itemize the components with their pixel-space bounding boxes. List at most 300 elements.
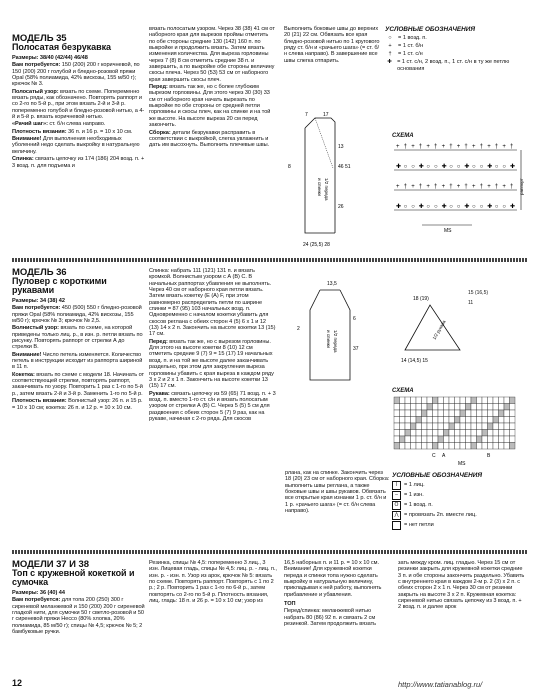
knit-cell (449, 423, 455, 430)
pat2-d1: 13,5 (327, 281, 337, 287)
model36-sleeve: Рукава: связать цепочку из 59 (65) 71 возд. п. + 3 возд. п. вместо 1-го ст. с/н и вязать полосатым узором от стрелки А (В) С. Через 5 (5) 5 см для раздвоения с обеих сторон 5 (7) 9 раз, как на рукаве, начиная с 2-го ряда. Для скосов (149, 390, 276, 422)
knit-cell (488, 430, 494, 437)
scheme1-ms: MS (444, 228, 452, 234)
knit-cell (405, 404, 411, 411)
model36-subtitle: Пуловер с короткими рукавами (12, 276, 107, 295)
knit-cell (477, 410, 483, 417)
crochet-symbol: ○ (449, 164, 453, 170)
knit-cell (510, 417, 516, 424)
knit-cell (499, 417, 505, 424)
crochet-symbol: † (464, 184, 468, 190)
knit-cell (422, 423, 428, 430)
model3738-note: 16,5 наборных п. и 11 р. = 10 х 10 см. Внимание! Для кружевной кокетки переда и спинки топа нужно сделать выкройку в натуральную величину, прикладывая к ней работу, выполнять прибавление и убавления. (284, 560, 382, 598)
knit-cell (411, 443, 417, 450)
knit-cell (499, 404, 505, 411)
knit-cell (433, 443, 439, 450)
pat1-m8: 8 (288, 164, 291, 170)
knit-cell (488, 404, 494, 411)
crochet-symbol: + (441, 144, 446, 150)
legend1-row: + = 1 ст. б/н (388, 43, 424, 49)
model3738-sizes: Размеры: 36 (40) 44 (12, 590, 65, 596)
knit-cell (438, 430, 444, 437)
knit-cell (466, 404, 472, 411)
crochet-symbol: † (418, 184, 423, 190)
model35-column2 (149, 26, 275, 150)
knit-cell (477, 430, 483, 437)
knit-cell (466, 430, 472, 437)
knit-cell (444, 430, 450, 437)
knit-cell (422, 397, 428, 404)
scheme2-title: СХЕМА (392, 388, 414, 394)
knit-cell (493, 443, 499, 450)
crochet-symbol: ✚ (396, 204, 402, 210)
knit-cell (411, 436, 417, 443)
knit-cell (433, 417, 439, 424)
pat2-d7: 6 (353, 316, 356, 322)
model35-finishing: Выполнить боковые швы до верхних 20 (21) 22 см. Обвязать все края бледно-розовой нитью по 1 кругового ряду ст. б/н и «рачьего шага» (= ст. б/н слева направо). В завершение все швы слегка отпарить. (284, 26, 380, 64)
knit-cell (400, 430, 406, 437)
knit-cell (466, 397, 472, 404)
model3738-continued: зать между кром. лиц. гладью. Через 15 см от резинки закрыть для кружевной кокетки средние 3 п. и обе стороны закончить раздельно. Убавить с внутреннего края в каждом 2-м р. 2 (3) х 2 п. с обеих сторон 2 х 1 п. Через 30 см от резинки закрыть на высоте 3 х 2 п. Кружевная кокетка: сиреневой нитью связать цепочку из 3 возд. п. + 2 возд. п. и далее арок (398, 560, 525, 611)
crochet-symbol: ○ (479, 204, 484, 210)
knit-cell (394, 417, 400, 424)
crochet-symbol: + (441, 184, 446, 190)
knit-cell (411, 430, 417, 437)
knit-cell (466, 436, 472, 443)
knit-cell (493, 404, 499, 411)
crochet-symbol: † (434, 144, 438, 150)
crochet-symbol: ○ (472, 204, 476, 210)
model3738-column3 (284, 560, 390, 628)
crochet-symbol: ✚ (441, 164, 447, 170)
knit-cell (477, 443, 483, 450)
knit-cell (482, 404, 488, 411)
crochet-symbol: ✚ (418, 204, 424, 210)
model35-front: Перед: вязать так же, но с более глубоким вырезом горловины. Для этого через 30 (30) 33 см от наборного края начать вырезать по выкройке по обе стороны от средней петли горловины и скосы плеч, как на спинке и на той же высоте. На высоте выреза 20 см перед закончить. (149, 84, 271, 129)
pat1-m5: 51 (345, 164, 351, 170)
knit-cell (416, 443, 422, 450)
knit-cell (455, 430, 461, 437)
crochet-symbol: + (396, 184, 400, 190)
legend1-row: ○ = 1 возд. п. (388, 35, 427, 41)
model3738-column1 (12, 560, 145, 636)
knit-cell (449, 404, 455, 411)
knit-cell (438, 404, 444, 411)
knit-cell (510, 430, 516, 437)
knit-cell (488, 410, 494, 417)
knit-cell (405, 443, 411, 450)
knit-cell (471, 436, 477, 443)
knit-cell (471, 404, 477, 411)
crochet-symbol: + (426, 184, 430, 190)
knit-cell (466, 417, 472, 424)
model35-subtitle: Полосатая безрукавка (12, 42, 111, 52)
knit-cell (405, 436, 411, 443)
knit-cell (504, 417, 510, 424)
knit-cell (411, 417, 417, 424)
pat1-m2: 17 (323, 112, 329, 118)
model36-column1 (12, 268, 145, 412)
model36-title: МОДЕЛЬ 36 (12, 267, 67, 278)
knit-cell (499, 443, 505, 450)
crochet-symbol: + (502, 144, 506, 150)
crochet-symbol: ○ (434, 204, 438, 210)
knit-cell (449, 410, 455, 417)
legend2-row: – = 1 изн. (392, 491, 527, 500)
knit-cell (504, 410, 510, 417)
watermark: http://www.tatianablog.ru/ (398, 680, 483, 689)
model35-note: Внимание! Для выполнения необходимых уболенний недо сделать выкройку в натуральную величину. (12, 136, 140, 155)
model36-gauge: Плотность вязания: Волнистый узор: 26 п. и 15 р. = 10 х 10 см; кокетка: 26 п. и 12 р. = 10 х 10 см. (12, 398, 143, 411)
knit-cell (482, 443, 488, 450)
knit-cell (427, 423, 433, 430)
knit-cell (471, 430, 477, 437)
knit-cell (400, 397, 406, 404)
legend1-title: УСЛОВНЫЕ ОБОЗНАЧЕНИЯ (385, 26, 476, 33)
knit-cell (416, 423, 422, 430)
model36-assembly: рлана, как на спинке. Закончить через 18 (20) 23 см от наборного края. Сборка: выполнить швы реглана, а также боковые швы и швы рукавов. Обвязать все открытые края изнанки 1 р. ст. б/н и 1 р. «рачьего шага» (= ст. б/н слева направо). (285, 470, 390, 515)
model35-column1 (12, 34, 145, 170)
crochet-symbol: † (479, 144, 483, 150)
knit-cell (510, 404, 516, 411)
knit-cell (455, 404, 461, 411)
model3738-subtitle: Топ с кружевной кокеткой и сумочка (12, 568, 135, 587)
knit-cell (433, 423, 439, 430)
crochet-symbol: ○ (472, 164, 476, 170)
model3738-top-heading: ТОП (284, 601, 296, 608)
knit-cell (394, 404, 400, 411)
model36-column2 (149, 268, 277, 423)
knit-cell (444, 404, 450, 411)
crochet-symbol: + (456, 184, 461, 190)
pat1-label1: 1/2 переда (324, 178, 329, 201)
crochet-symbol: + (487, 144, 491, 150)
crochet-symbol: ✚ (487, 204, 493, 210)
crochet-symbol: † (449, 184, 453, 190)
knit-cell (416, 410, 422, 417)
crochet-symbol: ✚ (396, 164, 402, 170)
legend1 (385, 26, 525, 74)
knit-cell (427, 397, 433, 404)
model3738-title: МОДЕЛИ 37 И 38 (12, 559, 89, 570)
knit-cell (510, 443, 516, 450)
knit-cell (405, 423, 411, 430)
knit-cell (444, 436, 450, 443)
model35-back-cont: вязать полосатым узором. Через 38 (38) 41 см от наборного края для вырезов проймы отметить по обе стороны средние 130 (142) 160 п. по выкройке и продолжить вязать. Затем вязать изменения количества. Для выреза горловины через 7 (8) 8 см отметить средние 38 п. и завершить, а по выкройке обе стороны величину скосы плеча. Через 50 (53) 53 см от наборного края завершить скосы плеч. (149, 26, 275, 83)
knit-cell (466, 443, 472, 450)
model35-heading (12, 34, 145, 52)
separator-2 (12, 550, 527, 554)
knit-cell (416, 397, 422, 404)
legend1-row: † = 1 ст. с/н (388, 51, 423, 57)
legend2-title: УСЛОВНЫЕ ОБОЗНАЧЕНИЯ (392, 472, 483, 479)
crochet-symbol: ✚ (487, 164, 493, 170)
knit-cell (444, 423, 450, 430)
model36-materials: Вам потребуется: 450 (500) 550 г бледно-розовой пряжи Opal (58% полиамида, 42% вискозы, 155 м/50 г); крючок № 3; крючок № 2,5. (12, 305, 142, 325)
knit-cell (455, 417, 461, 424)
knit-cell (471, 410, 477, 417)
legend2 (392, 472, 527, 531)
pat2-d5: 37 (353, 346, 359, 352)
model36-front: Перед: вязать так же, но с вырезом горловины. Для этого на высоте кокетки 8 (10) 12 см отметить средние 9 (7) 9 = 15 (17) 19 начальных возд. п. и на той же высоте далее заканчивать раздельно, при этом для закругления выреза горловины убавить с края выреза в каждом ряду 3 х 2 и 2 х 1 п. Закончить на высоте кокетки 13 (15) 17 см. (149, 338, 274, 390)
knit-cell (499, 436, 505, 443)
knit-cell (455, 443, 461, 450)
crochet-symbol: ○ (426, 204, 431, 210)
model36-lace: Волнистый узор: вязать по схеме, на которой приведены только лиц. р., в изн. р. петли вязать по рисунку. Повторять раппорт от стрелки А до стрелки В. (12, 325, 143, 351)
model35-crab-stitch: «Рачий шаг»: ст. б/н слева направо. (12, 121, 106, 128)
pat1-m4: 46 (338, 164, 344, 170)
crochet-symbol: ○ (502, 164, 507, 170)
knit-cell (510, 410, 516, 417)
scheme1-chart (392, 140, 526, 236)
knit-cell (488, 397, 494, 404)
knit-cell (499, 410, 505, 417)
knit-cell (444, 443, 450, 450)
crochet-symbol: † (494, 184, 499, 190)
knit-cell (482, 417, 488, 424)
knit-cell (455, 410, 461, 417)
crochet-symbol: + (487, 184, 491, 190)
pat2-label3: 1/2 рукава (431, 319, 447, 341)
knit-cell (433, 436, 439, 443)
knit-cell (460, 410, 466, 417)
knit-cell (493, 417, 499, 424)
knit-cell (400, 410, 406, 417)
model35-stripe-pattern: Полосатый узор: вязать по схеме. Попеременно вязать ряды, как обозначено. Повторять раппорт и со 2-го по 5-й р., при этом вязать 2-й и 3-й р. попеременно голубой и бледно-розовой нитью, а 4-й и 5-й р. вязать коричневой нитью. (12, 88, 145, 121)
knit-cell (411, 404, 417, 411)
knit-cell (504, 443, 510, 450)
knit-cell (394, 436, 400, 443)
knit-cell (438, 417, 444, 424)
knit-cell (416, 430, 422, 437)
crochet-symbol: ✚ (418, 164, 424, 170)
knit-cell (433, 397, 439, 404)
pat2-d2: 15 (16,5) (468, 290, 489, 296)
knit-cell (493, 423, 499, 430)
knit-cell (405, 397, 411, 404)
crochet-symbol: + (411, 144, 415, 150)
knit-cell (433, 410, 439, 417)
knit-cell (449, 430, 455, 437)
legend2-row: I = 1 лиц. (392, 481, 527, 490)
knit-cell (444, 397, 450, 404)
knit-cell (416, 436, 422, 443)
knit-cell (460, 417, 466, 424)
crochet-symbol: ○ (449, 204, 453, 210)
crochet-symbol: † (494, 144, 499, 150)
knit-cell (488, 436, 494, 443)
pat1-label2: и спинки (317, 178, 322, 196)
knit-cell (488, 417, 494, 424)
crochet-symbol: + (502, 184, 506, 190)
knit-cell (460, 443, 466, 450)
knit-cell (477, 436, 483, 443)
knit-cell (405, 410, 411, 417)
crochet-symbol: + (472, 144, 476, 150)
crochet-symbol: ✚ (510, 164, 516, 170)
knit-cell (460, 430, 466, 437)
crochet-symbol: + (396, 144, 400, 150)
knit-cell (394, 410, 400, 417)
knit-cell (422, 443, 428, 450)
crochet-symbol: ○ (426, 164, 431, 170)
knit-cell (499, 430, 505, 437)
knit-cell (427, 443, 433, 450)
crochet-symbol: † (418, 144, 423, 150)
knit-cell (471, 417, 477, 424)
knit-cell (471, 443, 477, 450)
knit-cell (427, 404, 433, 411)
crochet-symbol: + (456, 144, 461, 150)
knit-cell (394, 443, 400, 450)
crochet-symbol: † (403, 184, 407, 190)
knit-cell (411, 397, 417, 404)
knit-cell (427, 417, 433, 424)
pat2-d8: 2 (297, 326, 300, 332)
model35-sizes: Размеры: 38/40 (42/44) 46/48 (12, 55, 88, 61)
model35-title: МОДЕЛЬ 35 (12, 33, 67, 44)
model3738-column2 (149, 560, 277, 605)
model35-schematic (285, 108, 385, 258)
crochet-symbol: ○ (403, 164, 408, 170)
crochet-symbol: ○ (494, 204, 499, 210)
knit-cell (482, 397, 488, 404)
pat2-d4: 14 (14,5) 15 (401, 358, 428, 364)
scheme2-a: A (442, 453, 446, 459)
knit-cell (493, 436, 499, 443)
knit-cell (488, 443, 494, 450)
knit-cell (422, 417, 428, 424)
crochet-symbol: ✚ (464, 204, 470, 210)
knit-cell (493, 397, 499, 404)
knit-cell (400, 436, 406, 443)
crochet-symbol: ○ (456, 164, 461, 170)
pat1-m6: 26 (338, 204, 344, 210)
knit-cell (482, 410, 488, 417)
knit-cell (510, 423, 516, 430)
crochet-symbol: † (479, 184, 483, 190)
knit-cell (488, 423, 494, 430)
knit-cell (477, 404, 483, 411)
model3738-column4 (398, 560, 526, 612)
pat2-label1: 1/2 переда (333, 330, 338, 353)
knit-cell (449, 417, 455, 424)
model36-attention: Внимание! Число петель изменяется. Количество петель в инструкции исходит из раппорта шириной в 11 п. (12, 351, 143, 371)
knit-cell (455, 436, 461, 443)
knit-cell (460, 404, 466, 411)
knit-cell (438, 443, 444, 450)
knit-cell (466, 410, 472, 417)
knit-cell (438, 397, 444, 404)
crochet-symbol: ○ (456, 204, 461, 210)
knit-cell (400, 404, 406, 411)
model3738-materials: Вам потребуется: для топа 200 (250) 300 г сиреневой меланжевой и 150 (200) 200 г сиреневой гладкой нити, для сумочки 50 г светло-розовой и 50 г сиреневой пряжи Нессо (80% хлопка, 20% полиамида, 85 м/50 г); спицы № 4,5; крючок № 5; 2 бамбуковые ручки. (12, 597, 145, 636)
knit-cell (433, 404, 439, 411)
crochet-symbol: + (411, 184, 415, 190)
crochet-symbol: + (426, 144, 430, 150)
scheme2-b: B (487, 453, 491, 459)
knit-cell (482, 423, 488, 430)
model3738-top-text: Перед/спинка: меланжевой нитью набрать 80 (86) 92 п. и связать 2 см резинкой. Затем продолжить вязать (284, 608, 376, 628)
crochet-symbol: ✚ (464, 164, 470, 170)
knit-cell (510, 397, 516, 404)
knit-cell (444, 417, 450, 424)
model36-heading (12, 268, 145, 295)
knit-cell (504, 430, 510, 437)
knit-cell (460, 423, 466, 430)
knit-cell (416, 417, 422, 424)
knit-cell (493, 430, 499, 437)
knit-cell (471, 397, 477, 404)
knit-cell (416, 404, 422, 411)
crochet-symbol: † (510, 184, 514, 190)
knit-cell (422, 436, 428, 443)
model3738-patterns: Резинка, спицы № 4,5: попеременно 3 лиц., 3 изн. Лицевая гладь, спицы № 4,5: лиц. р. - лиц. п., изн. р. - изн. п. Узор из арок, крючок № 5: вязать по схеме. Повторять раппорт. Повторять с 1 по 2 р.; 2 р. Повторить 1 раз с 1-го по 6-й р., затем повторять со 2-го по 5-й р. Плотность вязания, лиц. гладь: 18 п. и 26 р. = 10 х 10 см; узор из (149, 560, 277, 605)
knit-cell (499, 423, 505, 430)
scheme2-chart (392, 395, 526, 467)
model36-column3 (285, 470, 390, 515)
crochet-symbol: † (403, 144, 407, 150)
knit-cell (427, 410, 433, 417)
knit-cell (477, 397, 483, 404)
knit-cell (394, 397, 400, 404)
model35-back: Спинка: связать цепочку из 174 (186) 204 возд. п. + 3 возд. п. для подъема и (12, 156, 145, 169)
pat1-m3: 13 (338, 144, 344, 150)
crochet-symbol: ✚ (441, 204, 447, 210)
crochet-symbol: + (472, 184, 476, 190)
knit-cell (449, 397, 455, 404)
crochet-symbol: ○ (411, 164, 415, 170)
crochet-symbol: † (434, 184, 438, 190)
knit-cell (504, 436, 510, 443)
knit-cell (422, 404, 428, 411)
model36-back: Спинка: набрать 111 (121) 131 п. и вязать кромкой. Волнистым узором с А (В) С. В начальных раппортах убавления не выполнять. Через 40 см от наборного края петли вязать. Затем вязать кокетку (E (A) F, при этом равномерно распределить петли по ширине спинки = 87 (95) 103 начальных возд. п. Одновременно с началом кокетки убавить для скосов реглана с обеих сторон 4 (5) 6 х 1 и 12 (13) 14 х 2 п. Закончить на высоте кокетки 13 (15) 17 см. (149, 268, 276, 338)
model35-column3 (284, 26, 382, 65)
knit-cell (405, 417, 411, 424)
knit-cell (400, 423, 406, 430)
knit-cell (504, 404, 510, 411)
knit-cell (455, 397, 461, 404)
knit-cell (493, 410, 499, 417)
knit-cell (499, 397, 505, 404)
model3738-heading (12, 560, 145, 587)
legend2-row: ⋀ = провязать 2п. вместе лиц. (392, 511, 527, 520)
knit-cell (504, 397, 510, 404)
knit-cell (449, 436, 455, 443)
knit-cell (460, 436, 466, 443)
crochet-symbol: ○ (434, 164, 438, 170)
knit-cell (411, 423, 417, 430)
crochet-symbol: ✚ (510, 204, 516, 210)
knit-cell (444, 410, 450, 417)
knit-cell (394, 423, 400, 430)
knit-cell (460, 397, 466, 404)
legend1-row: ✚ = 1 ст. с/н, 2 возд. п., 1 ст. с/н в ту же петлю основания (387, 59, 510, 72)
knit-cell (455, 423, 461, 430)
knit-cell (422, 430, 428, 437)
knit-cell (438, 410, 444, 417)
model35-gauge: Плотность вязания: 36 п. и 16 р. = 10 х 10 см. (12, 128, 133, 135)
knit-cell (482, 430, 488, 437)
crochet-symbol: ○ (411, 204, 415, 210)
knit-cell (427, 436, 433, 443)
knit-cell (510, 436, 516, 443)
knit-cell (449, 443, 455, 450)
scheme2-ms: MS (458, 461, 466, 467)
model36-schematic-body (285, 270, 395, 390)
model36-sizes: Размеры: 34 (38) 42 (12, 298, 65, 304)
knit-cell (427, 430, 433, 437)
